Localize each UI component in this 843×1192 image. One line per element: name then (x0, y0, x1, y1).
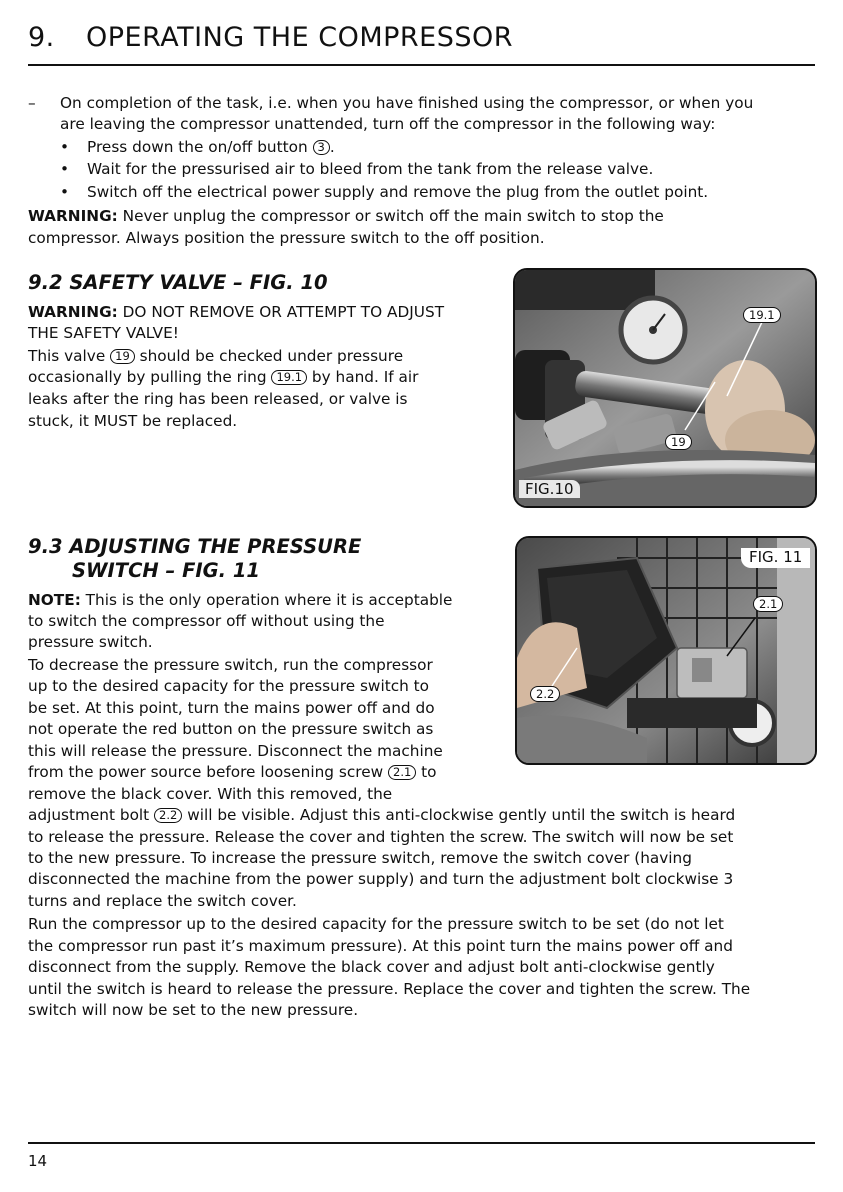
section-title: OPERATING THE COMPRESSOR (86, 22, 514, 53)
ref-callout: 19.1 (271, 370, 307, 385)
body-text: occasionally by pulling the ring (28, 368, 272, 386)
ref-callout: 2.2 (154, 808, 182, 823)
section-9-2-title: 9.2 SAFETY VALVE – FIG. 10 (28, 271, 328, 294)
ref-callout: 3 (313, 140, 330, 155)
note-line-2: to switch the compressor off without using the (28, 612, 385, 630)
pressure-switch-illustration (517, 538, 815, 763)
bullet-item: • Switch off the electrical power supply and remove the plug from the outlet point. (60, 183, 709, 201)
warning-text: DO NOT REMOVE OR ATTEMPT TO ADJUST (117, 303, 445, 321)
section-number: 9. (28, 22, 55, 53)
ref-callout: 2.1 (388, 765, 416, 780)
warning-text: Never unplug the compressor or switch off the main switch to stop the (117, 207, 664, 225)
s93-line: To decrease the pressure switch, run the compressor (28, 656, 433, 674)
warning-label: WARNING: (28, 303, 118, 321)
intro-line-1: On completion of the task, i.e. when you have finished using the compressor, or when you (60, 94, 754, 112)
warning-line-1 (28, 205, 664, 227)
s93-line: Run the compressor up to the desired capacity for the pressure switch to be set (do not let (28, 915, 724, 933)
s93-line: disconnected the machine from the power supply) and turn the adjustment bolt clockwise 3 (28, 870, 734, 888)
s93-line: this will release the pressure. Disconnect the machine (28, 742, 443, 760)
bullet-text: Switch off the electrical power supply and remove the plug from the outlet point. (87, 183, 709, 201)
s92-line-4: stuck, it MUST be replaced. (28, 412, 238, 430)
figure-11-label: FIG. 11 (741, 548, 810, 568)
warning-line-2: compressor. Always position the pressure switch to the off position. (28, 229, 545, 247)
s93-line: the compressor run past it’s maximum pressure). At this point turn the mains power off and (28, 937, 733, 955)
body-text: adjustment bolt (28, 806, 155, 824)
s93-line: to the new pressure. To increase the pressure switch, remove the switch cover (having (28, 849, 692, 867)
section-heading (28, 22, 513, 53)
note-label: NOTE: (28, 591, 81, 609)
s92-warning-line-1 (28, 301, 444, 323)
safety-valve-illustration (515, 270, 815, 506)
section-9-3-title-line-2: SWITCH – FIG. 11 (72, 559, 260, 582)
figure-callout: 19.1 (743, 307, 781, 323)
s92-line-1 (28, 345, 403, 367)
body-text: to (416, 763, 437, 781)
s93-line: to release the pressure. Release the cover and tighten the screw. The switch will now be set (28, 828, 734, 846)
s93-line: not operate the red button on the pressure switch as (28, 720, 434, 738)
figure-callout: 19 (665, 434, 692, 450)
figure-10-photo (513, 268, 817, 508)
s93-line: disconnect from the supply. Remove the black cover and adjust bolt anti-clockwise gently (28, 958, 715, 976)
section-9-3-title-line-1: 9.3 ADJUSTING THE PRESSURE (28, 535, 362, 558)
s93-line: switch will now be set to the new pressure. (28, 1001, 359, 1019)
warning-label: WARNING: (28, 207, 118, 225)
bullet-item: • Press down the on/off button 3 . (60, 138, 335, 156)
s93-line (28, 761, 437, 783)
s93-line: be set. At this point, turn the mains power off and do (28, 699, 435, 717)
s93-line: until the switch is heard to release the pressure. Replace the cover and tighten the screw. The (28, 980, 751, 998)
heading-rule (28, 64, 815, 66)
figure-11-photo (515, 536, 817, 765)
figure-callout: 2.1 (753, 596, 783, 612)
body-text: by hand. If air (307, 368, 419, 386)
body-text: from the power source before loosening screw (28, 763, 388, 781)
figure-10-label: FIG.10 (519, 480, 580, 498)
s93-line: up to the desired capacity for the pressure switch to (28, 677, 430, 695)
bullet-text: Wait for the pressurised air to bleed from the tank from the release valve. (87, 160, 654, 178)
ref-callout: 19 (110, 349, 135, 364)
s92-line-3: leaks after the ring has been released, or valve is (28, 390, 408, 408)
body-text: This valve (28, 347, 111, 365)
bullet-text-end: . (329, 138, 335, 156)
footer-rule (28, 1142, 815, 1144)
s93-line: remove the black cover. With this removed, the (28, 785, 393, 803)
note-line-3: pressure switch. (28, 633, 153, 651)
intro-line-2: are leaving the compressor unattended, turn off the compressor in the following way: (60, 115, 716, 133)
body-text: should be checked under pressure (134, 347, 404, 365)
note-text: This is the only operation where it is acceptable (80, 591, 453, 609)
intro-dash: – (28, 94, 36, 112)
s92-line-2 (28, 366, 418, 388)
s92-warning-line-2: THE SAFETY VALVE! (28, 324, 179, 342)
bullet-item: • Wait for the pressurised air to bleed from the tank from the release valve. (60, 160, 654, 178)
s93-line: turns and replace the switch cover. (28, 892, 297, 910)
page-number: 14 (28, 1152, 48, 1170)
note-line-1 (28, 589, 452, 611)
figure-callout: 2.2 (530, 686, 560, 702)
bullet-text: Press down the on/off button (87, 138, 308, 156)
body-text: will be visible. Adjust this anti-clockwise gently until the switch is heard (182, 806, 736, 824)
s93-line (28, 804, 735, 826)
